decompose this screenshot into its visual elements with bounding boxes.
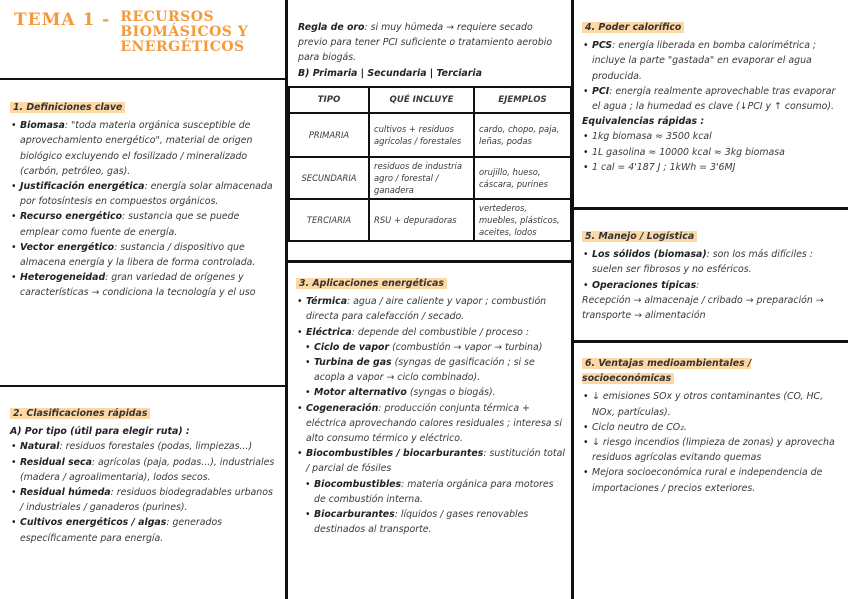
item-text: : sustitución total / parcial de fósiles	[306, 448, 565, 475]
item-text: : residuos biodegradables urbanos / industriales / ganaderos (purines).	[20, 487, 273, 514]
section-3-heading: 3. Aplicaciones energéticas	[296, 278, 447, 289]
advantages-list	[582, 389, 840, 495]
title-prefix: TEMA 1 -	[14, 10, 111, 30]
golden-rule	[298, 20, 564, 66]
divider-left-top	[0, 78, 286, 80]
table-cell-examples: orujillo, hueso, cáscara, purines	[474, 157, 571, 199]
list-item: • 1 cal = 4'187 J ; 1kWh = 3'6MJ	[582, 160, 840, 175]
table-header-examples: EJEMPLOS	[474, 87, 571, 113]
section-1-heading: 1. Definiciones clave	[10, 102, 125, 113]
table-row	[289, 113, 571, 157]
list-item	[296, 446, 566, 476]
definitions-list	[10, 118, 278, 300]
list-item	[296, 477, 566, 507]
item-text: : generados específicamente para energía.	[20, 517, 223, 544]
table-cell-examples: cardo, chopo, paja, leñas, podas	[474, 113, 571, 157]
list-item: • ↓ emisiones SOx y otros contaminantes (CO, HC, NOx, partículas).	[582, 389, 840, 419]
list-item: • 1L gasolina ≈ 10000 kcal ≈ 3kg biomasa	[582, 145, 840, 160]
table-title: B) Primaria | Secundaria | Terciaria	[298, 67, 482, 79]
list-item	[582, 278, 840, 293]
item-text: (syngas o biogás).	[406, 387, 496, 399]
list-item	[10, 209, 278, 239]
title-line-2: BIOMÁSICOS Y	[120, 24, 249, 40]
equivalences-title: Equivalencias rápidas :	[582, 116, 705, 128]
section-5-heading: 5. Manejo / Logística	[582, 231, 697, 242]
page-title	[14, 10, 248, 55]
title-line-1: RECURSOS	[120, 9, 215, 25]
title-line-3: ENERGÉTICOS	[120, 39, 245, 55]
item-term: Cultivos energéticos / algas	[20, 517, 167, 529]
item-text: (syngas de gasificación ; si se acopla a vapor → ciclo combinado).	[314, 357, 535, 384]
list-item	[10, 485, 278, 515]
divider-right-mid	[572, 340, 848, 343]
item-text: (combustión → vapor → turbina)	[389, 341, 543, 353]
item-term: Biocarburantes	[314, 509, 395, 521]
list-item	[582, 247, 840, 277]
list-item: • Ciclo neutro de CO₂.	[582, 420, 840, 435]
table-cell-type: TERCIARIA	[289, 199, 369, 241]
logistics-list	[582, 247, 840, 293]
list-item	[10, 439, 278, 454]
item-term: Operaciones típicas	[592, 279, 697, 291]
item-term: Biocombustibles / biocarburantes	[306, 448, 484, 460]
item-term: Recurso energético	[20, 211, 123, 223]
item-text: : energía liberada en bomba calorimétrica ; incluye la parte "gastada" en evaporar el agua producida.	[592, 40, 817, 82]
section-definitions	[10, 100, 278, 301]
list-item: • ↓ riesgo incendios (limpieza de zonas) y aprovecha residuos agrícolas evitando quemas	[582, 435, 840, 465]
table-row	[289, 199, 571, 241]
list-item	[296, 507, 566, 537]
table-row-empty	[289, 241, 571, 261]
golden-rule-term: Regla de oro	[298, 22, 365, 33]
item-term: Residual húmeda	[20, 487, 111, 499]
item-term: Turbina de gas	[314, 357, 392, 369]
item-term: Residual seca	[20, 456, 92, 468]
table-cell-type: PRIMARIA	[289, 113, 369, 157]
item-text: : son los más difíciles : suelen ser fibrosos y no esféricos.	[592, 249, 813, 276]
table-cell-includes: residuos de industria agro / forestal / ganadera	[369, 157, 474, 199]
list-item	[296, 401, 566, 447]
table-header-includes: QUÉ INCLUYE	[369, 87, 474, 113]
list-item	[296, 325, 566, 340]
item-text: : sustancia que se puede emplear como fuente de energía.	[20, 211, 240, 238]
applications-list	[296, 294, 566, 537]
item-text: : agrícolas (paja, podas...), industriales (madera / agroalimentaria), lodos secos.	[20, 456, 275, 483]
item-term: Natural	[20, 441, 60, 453]
item-text: : agua / aire caliente y vapor ; combustión directa para calefacción / secado.	[306, 296, 547, 323]
list-item	[10, 270, 278, 300]
item-term: Biocombustibles	[314, 478, 402, 490]
table-cell-type: SECUNDARIA	[289, 157, 369, 199]
item-term: Heterogeneidad	[20, 272, 106, 284]
item-text: : energía solar almacenada por fotosíntesis en compuestos orgánicos.	[20, 181, 273, 208]
section-classifications	[10, 406, 278, 546]
section-advantages	[582, 356, 840, 496]
item-text: : producción conjunta térmica + eléctrica aprovechando calores residuales ; interesa si alto consumo térmico y eléctrico.	[306, 402, 562, 445]
equivalences-list	[582, 129, 840, 175]
section-logistics	[582, 229, 840, 323]
item-term: Motor alternativo	[314, 387, 407, 399]
list-item: • Mejora socioeconómica rural e independencia de importaciones / precios exteriores.	[582, 465, 840, 495]
item-term: Cogeneración	[306, 402, 379, 414]
table-header-type: TIPO	[289, 87, 369, 113]
item-term: Vector energético	[20, 241, 115, 253]
list-item	[296, 294, 566, 324]
list-item: • 1kg biomasa ≈ 3500 kcal	[582, 129, 840, 144]
item-term: Térmica	[306, 296, 348, 308]
section-2-heading: 2. Clasificaciones rápidas	[10, 408, 150, 419]
item-text: : líquidos / gases renovables destinados al transporte.	[314, 509, 529, 536]
item-text: : sustancia / dispositivo que almacena energía y la libera de forma controlada.	[20, 241, 256, 269]
item-term: PCS	[592, 40, 613, 52]
item-term: Justificación energética	[20, 181, 145, 193]
calorific-list	[582, 38, 840, 114]
list-item	[582, 84, 840, 114]
section-6-heading: 6. Ventajas medioambientales / socioeconómicas	[582, 358, 752, 385]
list-item	[10, 515, 278, 545]
item-term: Los sólidos (biomasa)	[592, 249, 707, 261]
golden-rule-text: : si muy húmeda → requiere secado previo para tener PCI suficiente o tratamiento aerobio para biogás.	[298, 22, 553, 64]
list-item	[296, 385, 566, 400]
list-item	[582, 38, 840, 84]
divider-right-top	[572, 207, 848, 210]
item-text: : energía realmente aprovechable tras evaporar el agua ; la humedad es clave (↓PCI y ↑ consumo).	[592, 85, 836, 113]
list-item	[10, 118, 278, 179]
list-item	[10, 455, 278, 485]
item-text: : "toda materia orgánica susceptible de aprovechamiento energético", material de origen biológico excluyendo el fosilizado / mineralizado (carbón, petróleo, gas).	[20, 120, 253, 177]
section-applications	[296, 276, 566, 537]
item-term: Ciclo de vapor	[314, 341, 390, 353]
biomass-type-table	[288, 86, 572, 261]
divider-left-mid	[0, 385, 286, 387]
item-text: : gran variedad de orígenes y características → condiciona la tecnología y el uso	[20, 272, 256, 299]
item-text: :	[696, 279, 700, 291]
classification-subtitle: A) Por tipo (útil para elegir ruta) :	[10, 426, 190, 438]
table-cell-includes: RSU + depuradoras	[369, 199, 474, 241]
section-calorific-power	[582, 20, 840, 175]
table-row	[289, 157, 571, 199]
list-item	[10, 240, 278, 270]
item-term: Eléctrica	[306, 326, 352, 338]
item-term: Biomasa	[20, 120, 65, 132]
list-item	[296, 355, 566, 385]
table-header-row	[289, 87, 571, 113]
list-item	[296, 340, 566, 355]
section-4-heading: 4. Poder calorífico	[582, 22, 684, 33]
section-golden-rule	[298, 20, 564, 81]
operations-chain: Recepción → almacenaje / cribado → preparación → transporte → alimentación	[582, 294, 824, 322]
table-cell-includes: cultivos + residuos agrícolas / forestales	[369, 113, 474, 157]
item-text: : materia orgánica para motores de combustión interna.	[314, 478, 554, 505]
item-term: PCI	[592, 85, 610, 97]
item-text: : residuos forestales (podas, limpiezas...)	[59, 441, 253, 453]
classification-list	[10, 439, 278, 545]
list-item	[10, 179, 278, 209]
table-cell-examples: vertederos, muebles, plásticos, aceites, lodos	[474, 199, 571, 241]
item-text: : depende del combustible / proceso :	[351, 326, 530, 338]
